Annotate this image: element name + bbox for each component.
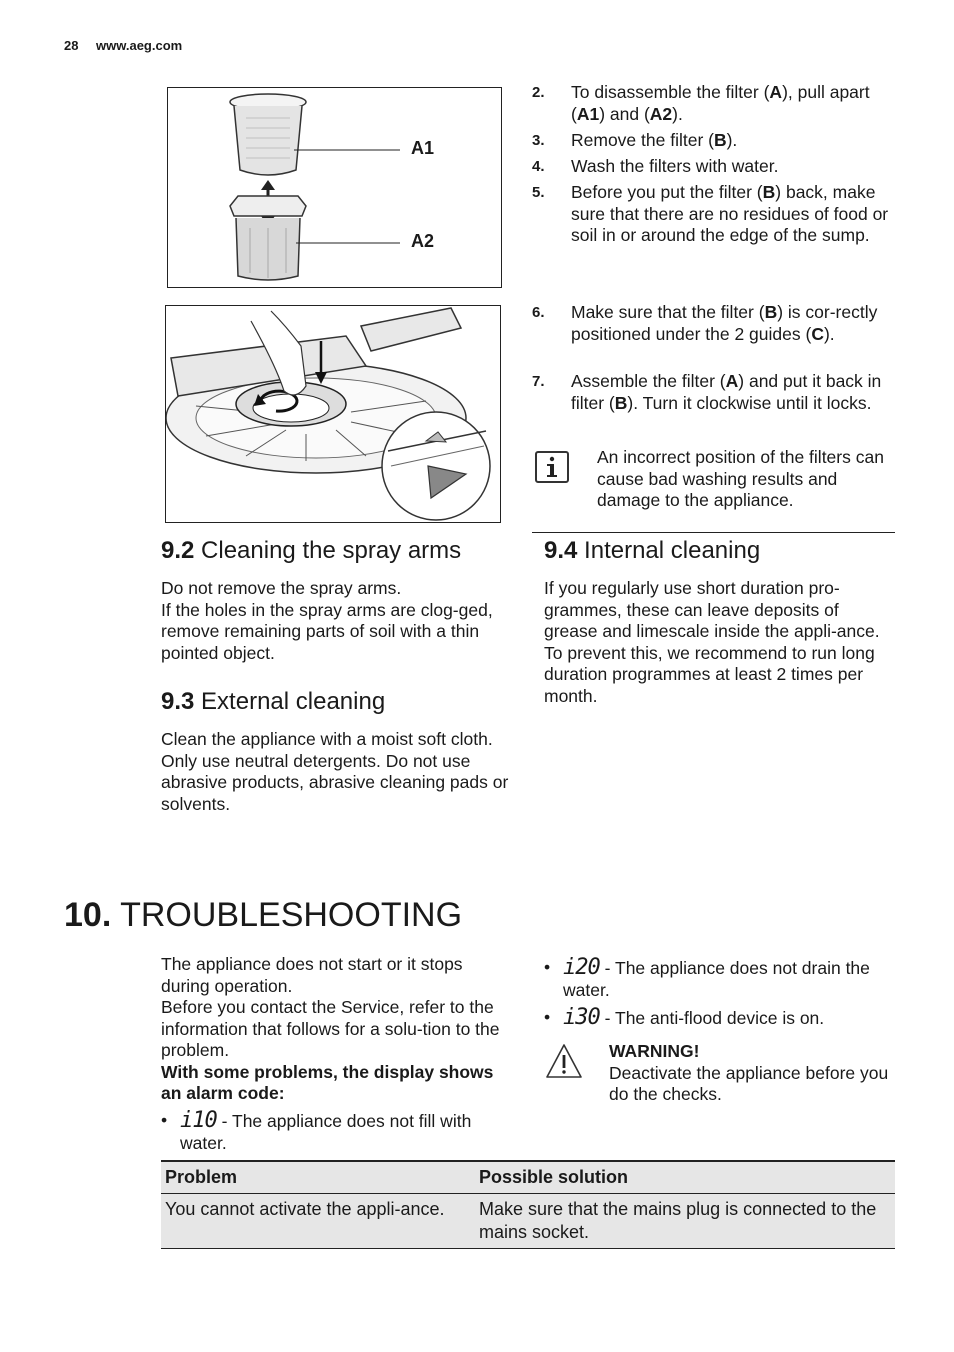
page-number: 28 (64, 38, 79, 53)
step-text: Remove the filter (B). (571, 130, 738, 150)
step-number: 5. (532, 184, 545, 201)
alarm-item-i10 (161, 1110, 506, 1154)
section-9-4-heading (544, 537, 760, 565)
alarm-code: i30 (563, 1005, 600, 1030)
section-9-3-heading (161, 688, 385, 716)
step-number: 7. (532, 373, 545, 390)
section-divider (532, 532, 895, 533)
section-9-4-text (544, 578, 884, 707)
sump-illustration (166, 306, 500, 522)
step-text: Assemble the filter (A) and put it back in filter (B). Turn it clockwise until it locks. (571, 371, 882, 413)
alarm-intro: With some problems, the display shows an alarm code: (161, 1061, 494, 1103)
step-item (532, 182, 892, 247)
section-9-3-line: Only use neutral detergents. Do not use abrasive products, abrasive cleaning pads or solvents. (161, 750, 509, 814)
section-9-2-number: 9.2 (161, 537, 195, 564)
warning-block (609, 1041, 894, 1106)
header-problem: Problem (161, 1161, 475, 1194)
chapter-10-heading (64, 894, 462, 936)
section-9-3-text (161, 729, 511, 815)
bullet-dot: • (544, 957, 551, 977)
step-item (532, 82, 892, 125)
step-item (532, 130, 892, 152)
warning-text: Deactivate the appliance before you do the checks. (609, 1062, 889, 1104)
bullet-dot: • (161, 1110, 168, 1130)
troubleshooting-table (161, 1160, 895, 1249)
step-number: 4. (532, 158, 545, 175)
step-text: Before you put the filter (B) back, make sure that there are no residues of food or soil in or around the edge of the sump. (571, 182, 889, 245)
step-number: 2. (532, 84, 545, 101)
section-9-4-title: Internal cleaning (584, 537, 761, 564)
step-text: Wash the filters with water. (571, 156, 779, 176)
section-9-3-line: Clean the appliance with a moist soft cloth. (161, 729, 493, 749)
step-text: To disassemble the filter (A), pull apart (A1) and (A2). (571, 82, 870, 124)
info-icon (535, 451, 569, 483)
step-item (532, 371, 892, 414)
section-9-4-line: If you regularly use short duration pro-grammes, these can leave deposits of grease and limescale inside the appli-ance. (544, 578, 880, 641)
alarm-code: i10 (180, 1108, 217, 1133)
alarm-code: i20 (563, 955, 600, 980)
warning-icon (544, 1042, 584, 1080)
section-9-2-heading (161, 537, 461, 565)
filter-illustration (168, 88, 501, 287)
table-row (161, 1194, 895, 1249)
section-9-3-title: External cleaning (201, 688, 386, 715)
step-item (532, 156, 892, 178)
section-9-4-number: 9.4 (544, 537, 578, 564)
filter-disassembly-figure (167, 87, 502, 288)
step-item (532, 302, 892, 345)
section-9-2-text (161, 578, 511, 664)
chapter-10-number: 10. (64, 896, 112, 934)
warning-title: WARNING! (609, 1041, 700, 1061)
alarm-text: - The anti-flood device is on. (604, 1008, 825, 1028)
cell-solution: Make sure that the mains plug is connected to the mains socket. (475, 1194, 895, 1249)
alarm-item-i20 (544, 957, 884, 1001)
section-9-3-number: 9.3 (161, 688, 195, 715)
alarm-text: - The appliance does not fill with water. (180, 1111, 472, 1153)
section-9-2-title: Cleaning the spray arms (201, 537, 462, 564)
header-solution: Possible solution (475, 1161, 895, 1194)
filter-installation-figure (165, 305, 501, 523)
alarm-item-i30 (544, 1007, 884, 1030)
bullet-dot: • (544, 1007, 551, 1027)
chapter-10-title: TROUBLESHOOTING (120, 896, 463, 934)
section-9-2-line: Do not remove the spray arms. (161, 578, 402, 598)
troubleshooting-intro (161, 954, 506, 1105)
step-text: Make sure that the filter (B) is cor-rectly positioned under the 2 guides (C). (571, 302, 878, 344)
section-9-2-line: If the holes in the spray arms are clog-ged, remove remaining parts of soil with a thin pointed object. (161, 599, 493, 663)
alarm-text: - The appliance does not drain the water. (563, 958, 870, 1000)
table-header-row (161, 1161, 895, 1194)
info-note-text: An incorrect position of the filters can cause bad washing results and damage to the appliance. (597, 447, 884, 510)
label-a1: A1 (411, 138, 435, 158)
step-number: 6. (532, 304, 545, 321)
website-url: www.aeg.com (96, 38, 183, 53)
intro-line: Before you contact the Service, refer to the information that follows for a solu-tion to the problem. (161, 997, 500, 1060)
section-9-4-line: To prevent this, we recommend to run long duration programmes at least 2 times per month. (544, 642, 875, 706)
label-a2: A2 (411, 231, 435, 251)
intro-line: The appliance does not start or it stops during operation. (161, 954, 463, 996)
cell-problem: You cannot activate the appli-ance. (161, 1194, 475, 1249)
step-number: 3. (532, 132, 545, 149)
